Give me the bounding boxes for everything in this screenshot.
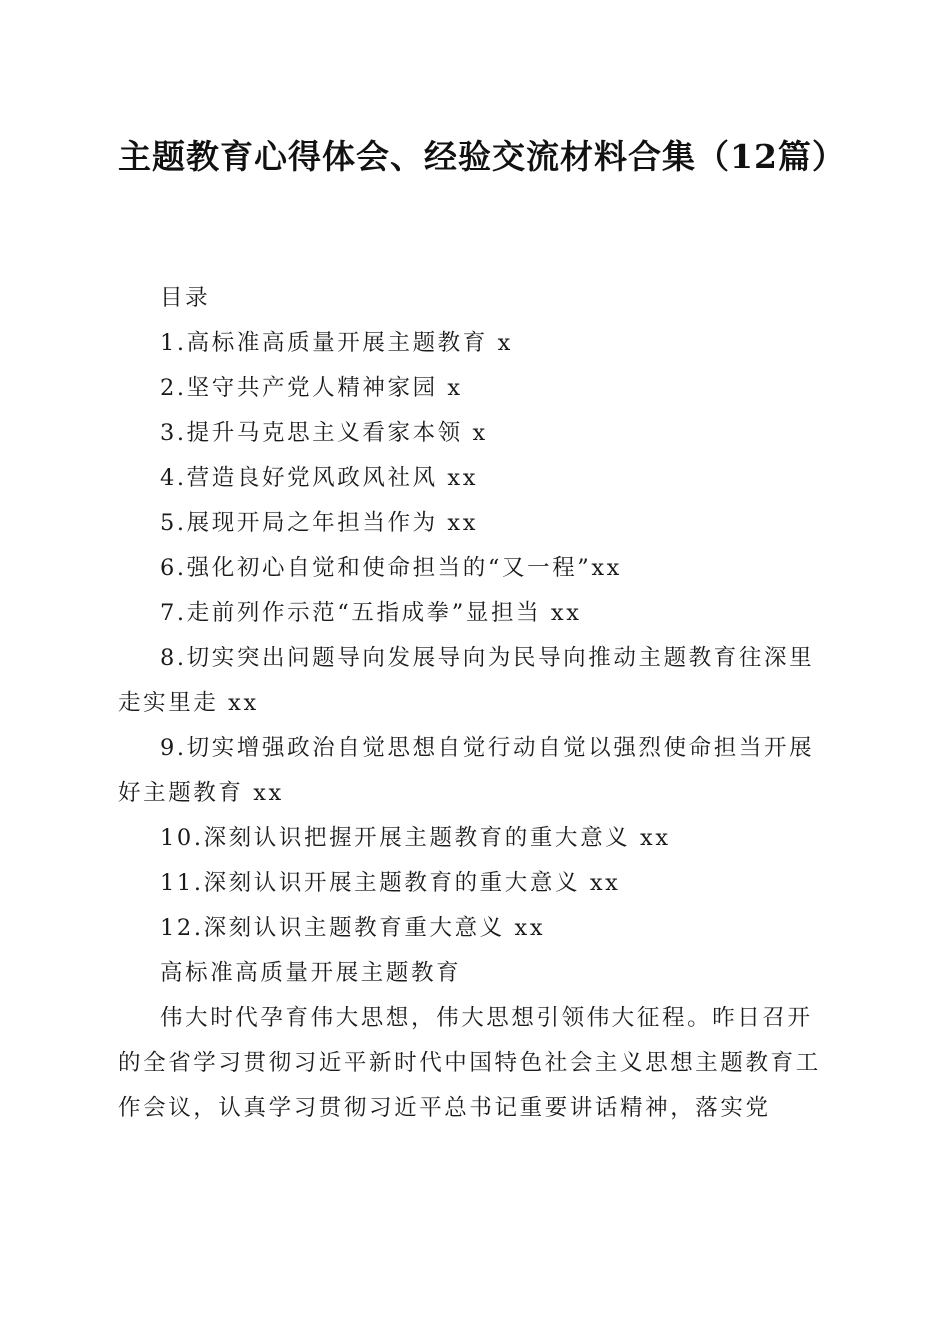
section-heading: 高标准高质量开展主题教育 <box>160 960 462 986</box>
toc-heading: 目录 <box>160 285 211 311</box>
toc-item-9: 9.切实增强政治自觉思想自觉行动自觉以强烈使命担当开展好主题教育 xx <box>118 735 815 806</box>
toc-item-12: 12.深刻认识主题教育重大意义 xx <box>160 915 546 941</box>
toc-item-7: 7.走前列作示范“五指成拳”显担当 xx <box>160 600 582 626</box>
toc-item-6: 6.强化初心自觉和使命担当的“又一程”xx <box>160 555 622 581</box>
toc-item-11: 11.深刻认识开展主题教育的重大意义 xx <box>160 870 621 896</box>
toc-item-2: 2.坚守共产党人精神家园 x <box>160 375 463 401</box>
toc-item-3: 3.提升马克思主义看家本领 x <box>160 420 488 446</box>
toc-item-4: 4.营造良好党风政风社风 xx <box>160 465 478 491</box>
toc-item-1: 1.高标准高质量开展主题教育 x <box>160 330 513 356</box>
document-title: 主题教育心得体会、经验交流材料合集（12篇） <box>118 137 846 176</box>
toc-item-5: 5.展现开局之年担当作为 xx <box>160 510 478 536</box>
toc-item-10: 10.深刻认识把握开展主题教育的重大意义 xx <box>160 825 671 851</box>
document-body <box>118 276 822 1131</box>
body-paragraph: 伟大时代孕育伟大思想，伟大思想引领伟大征程。昨日召开的全省学习贯彻习近平新时代中国特色社会主义思想主题教育工作会议，认真学习贯彻习近平总书记重要讲话精神，落实党 <box>118 1005 821 1121</box>
toc-item-8: 8.切实突出问题导向发展导向为民导向推动主题教育往深里走实里走 xx <box>118 645 815 716</box>
